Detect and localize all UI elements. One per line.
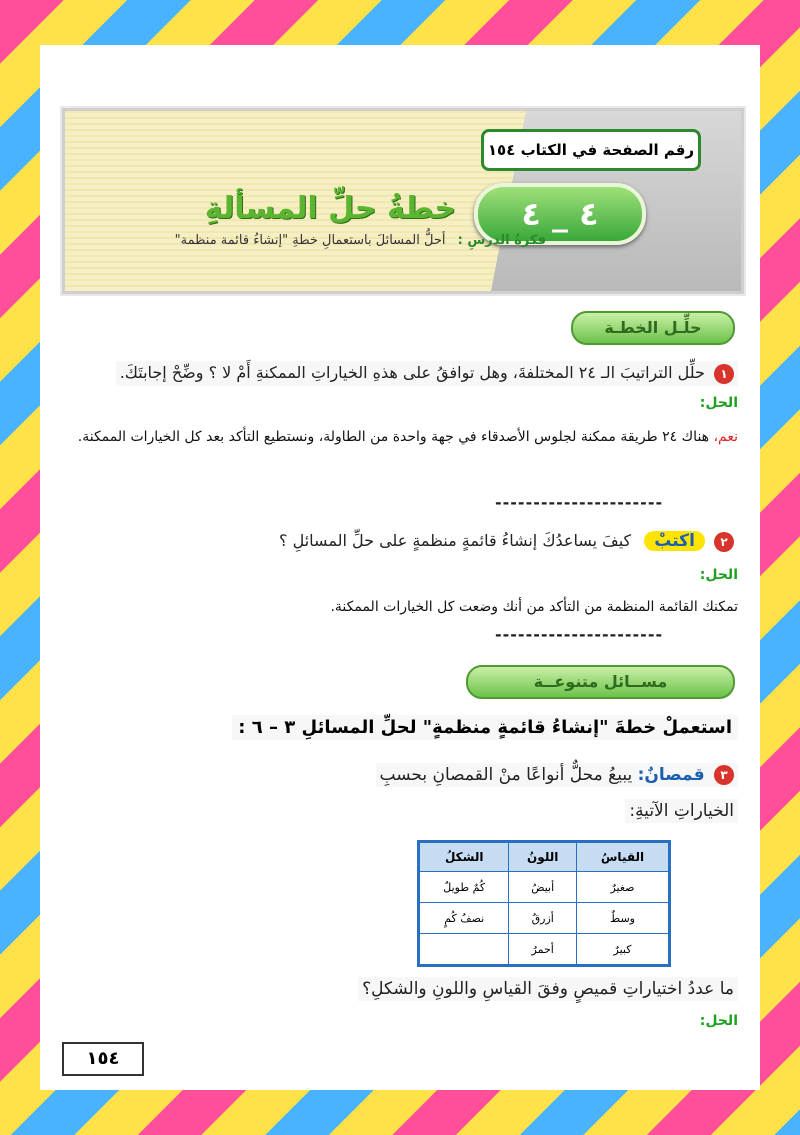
table-cell: أبيضُ [509, 872, 577, 903]
answer-1-text: هناك ٢٤ طريقة ممكنة لجلوس الأصدقاء في جهة واحدة من الطاولة، ونستطيع التأكد بعد كل الخيارات الممكنة. [77, 429, 714, 445]
lesson-idea-label: فكرةُ الدرسِ : [457, 233, 546, 248]
lesson-title: خطةُ حلِّ المسألةِ [204, 191, 456, 226]
question-2-text: كيفَ يساعدُكَ إنشاءُ قائمةٍ منظمةٍ على حلِّ المسائلِ ؟ [279, 531, 632, 550]
table-header-row [419, 842, 670, 872]
answer-highlight: نعم، [713, 429, 738, 445]
question-3-solution-label: الحل: [699, 1013, 738, 1029]
table-cell: وسطٌ [576, 903, 669, 934]
table-cell: كبيرٌ [576, 934, 669, 966]
question-3-line2: الخياراتِ الآتيةِ: [625, 799, 738, 823]
lesson-idea-text: أحلُّ المسائلَ باستعمالِ خطةِ "إنشاءُ قائمة منظمة" [174, 233, 446, 248]
problems-instruction: استعملْ خطةَ "إنشاءُ قائمةٍ منظمةٍ" لحلِّ المسائلِ ٣ – ٦ : [232, 715, 738, 740]
answer-divider-2: ---------------------- [495, 625, 664, 644]
table-cell: أزرقُ [509, 903, 577, 934]
table-cell: أحمرُ [509, 934, 577, 966]
question-1 [116, 361, 738, 386]
question-3-line1: يبيعُ محلٌّ أنواعًا منْ القمصانِ بحسبِ [379, 765, 633, 785]
page-number: ١٥٤ [62, 1042, 144, 1076]
table-row [419, 934, 670, 966]
table-cell [419, 934, 509, 966]
lesson-idea [175, 233, 546, 248]
question-2-solution-label: الحل: [699, 567, 738, 583]
book-page-reference: رقم الصفحة في الكتاب ١٥٤ [481, 129, 701, 171]
section-analyze-plan: حلِّـل الخطـة [571, 311, 735, 345]
shirt-options-table [417, 840, 671, 967]
question-1-answer [62, 417, 738, 457]
table-header-color: اللونُ [509, 842, 577, 872]
table-cell: كُمٌ طويلٌ [419, 872, 509, 903]
question-2-number: ٢ [714, 532, 734, 552]
section-mixed-problems: مســائل متنوعــة [466, 665, 735, 699]
table-cell: صغيرٌ [576, 872, 669, 903]
question-3 [376, 763, 738, 787]
table-row [419, 903, 670, 934]
lesson-banner [62, 108, 744, 294]
write-tag: اكتبْ [644, 531, 705, 551]
question-3-label: قمصانٌ: [637, 765, 705, 785]
table-cell: نصفُ كُمٍ [419, 903, 509, 934]
question-2-answer: تمكنك القائمة المنظمة من التأكد من أنك وضعت كل الخيارات الممكنة. [330, 599, 738, 615]
answer-divider-1: ---------------------- [495, 493, 664, 512]
lesson-number-badge: ٤ _ ٤ [474, 183, 646, 245]
question-2 [275, 529, 738, 554]
question-1-text: حلِّل التراتيبَ الـ ٢٤ المختلفةَ، وهل توافقُ على هذهِ الخياراتِ الممكنةِ أَمْ لا ؟ وضِّحْ إجابتَكَ. [119, 363, 705, 382]
table-header-size: القياسُ [576, 842, 669, 872]
table-header-shape: الشكلُ [419, 842, 509, 872]
worksheet-page [40, 45, 760, 1090]
question-1-number: ١ [714, 364, 734, 384]
question-1-solution-label: الحل: [699, 395, 738, 411]
table-row [419, 872, 670, 903]
question-3-number: ٣ [714, 765, 734, 785]
question-3-question: ما عددُ اختياراتِ قميصٍ وفقَ القياسِ واللونِ والشكلِ؟ [358, 977, 738, 1001]
